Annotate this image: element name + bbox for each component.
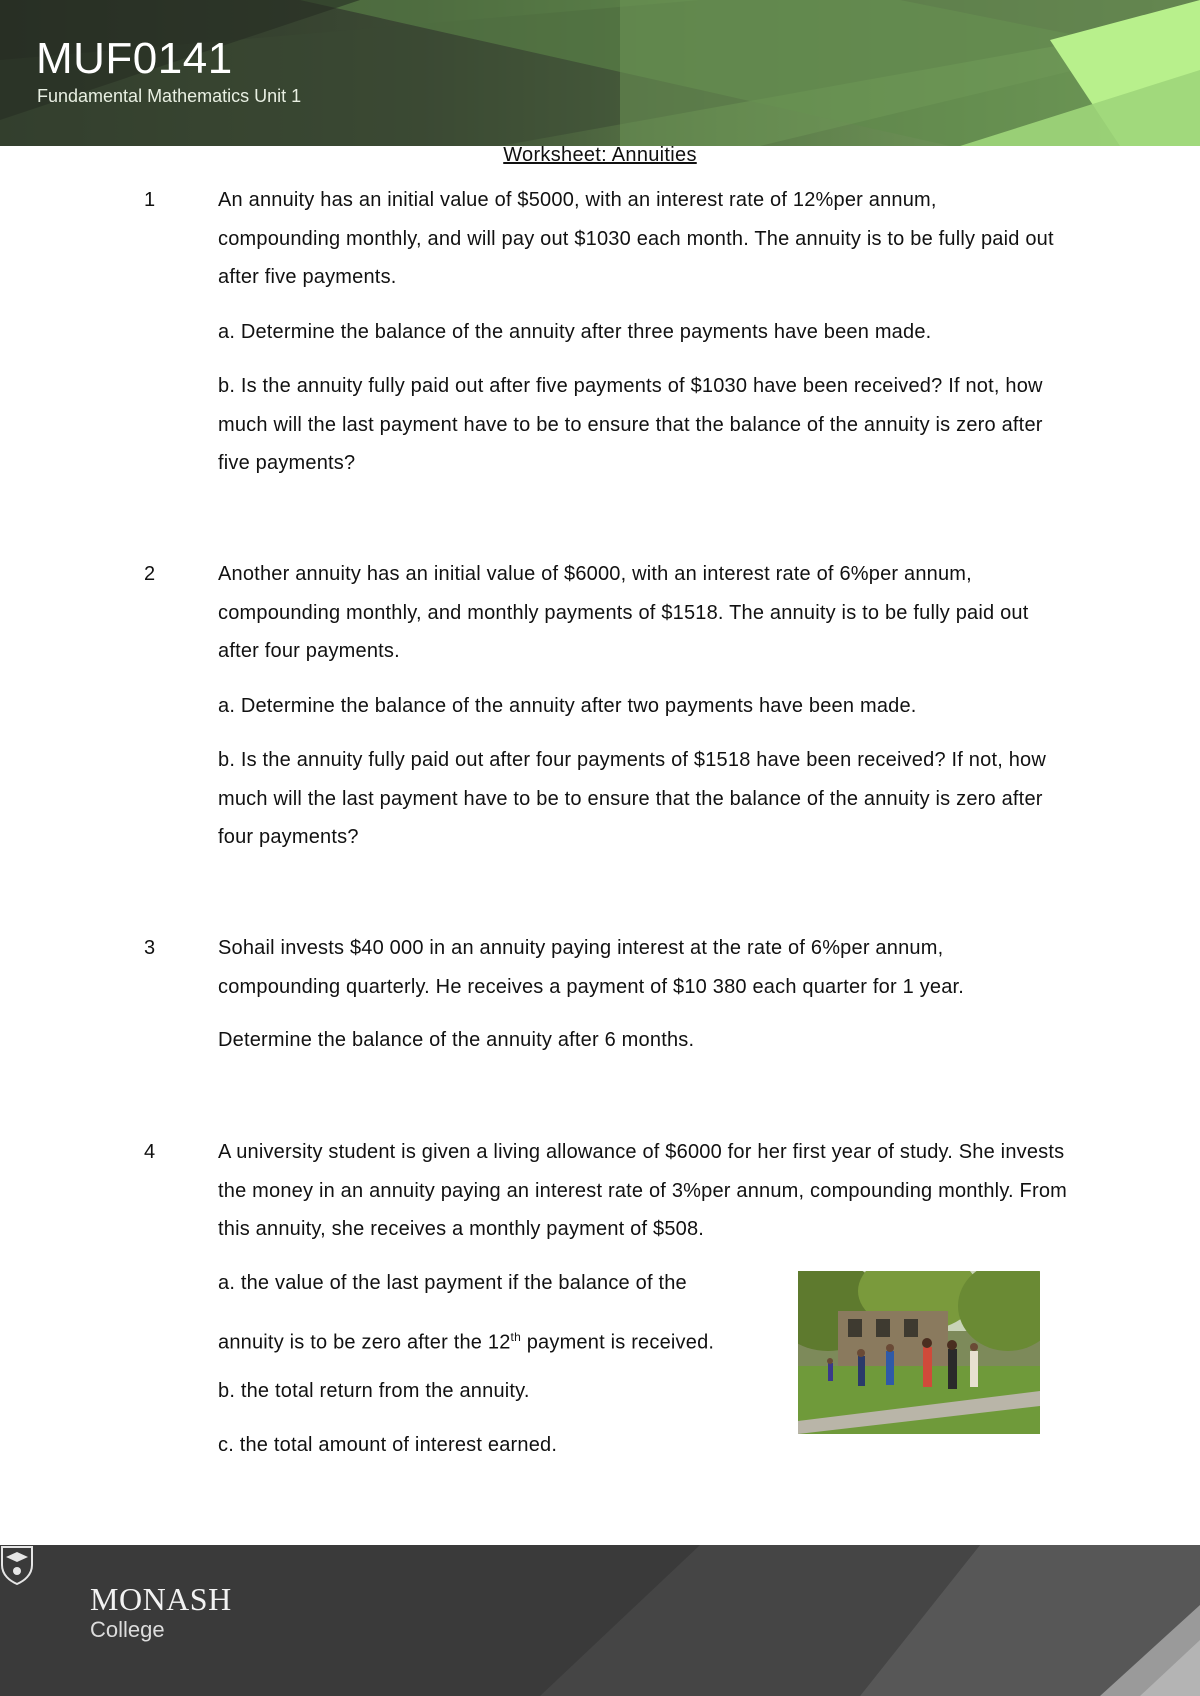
- question-part: Determine the balance of the annuity after 6 months.: [218, 1029, 695, 1051]
- logo-wordmark: MONASH: [90, 1581, 232, 1617]
- question-number: 1: [144, 189, 156, 211]
- course-name: Fundamental Mathematics Unit 1: [37, 86, 302, 106]
- question-stem: A university student is given a living allowance of $6000 for her first year of study. She invests the money in an annuity paying an interest rate of 3%per annum, compounding monthly. From this annuity, she receives a monthly payment of $508.: [218, 1141, 1068, 1240]
- question-part: b. Is the annuity fully paid out after four payments of $1518 have been received? If not, how much will the last payment have to be to ensure that the balance of the annuity is zero after four payments?: [218, 749, 1047, 848]
- header-banner: [0, 0, 1200, 146]
- question-part: [218, 1318, 778, 1362]
- question-stem: Sohail invests $40 000 in an annuity paying interest at the rate of 6%per annum, compounding quarterly. He receives a payment of $10 380 each quarter for 1 year.: [218, 937, 965, 998]
- question-stem: An annuity has an initial value of $5000, with an interest rate of 12%per annum, compounding monthly, and will pay out $1030 each month. The annuity is to be fully paid out after five payments.: [218, 189, 1054, 288]
- question-part: b. the total return from the annuity.: [218, 1380, 530, 1402]
- worksheet-title: Worksheet: Annuities: [503, 144, 697, 166]
- superscript: th: [510, 1330, 521, 1344]
- question-part: c. the total amount of interest earned.: [218, 1434, 558, 1456]
- question-part: b. Is the annuity fully paid out after five payments of $1030 have been received? If not, how much will the last payment have to be to ensure that the balance of the annuity is zero after five payments?: [218, 375, 1043, 474]
- students-walking-campus-photo: [798, 1271, 1040, 1434]
- question-number: 2: [144, 563, 156, 585]
- part-text: annuity is to be zero after the 12: [218, 1331, 511, 1354]
- question-stem: Another annuity has an initial value of $6000, with an interest rate of 6%per annum, compounding monthly, and monthly payments of $1518. The annuity is to be fully paid out after four payments.: [218, 563, 1029, 662]
- logo-subtitle: College: [90, 1617, 165, 1642]
- course-code: MUF0141: [36, 34, 233, 83]
- monash-crest-icon: [0, 1545, 34, 1585]
- question-part: a. Determine the balance of the annuity after two payments have been made.: [218, 695, 917, 717]
- footer-banner: [0, 1545, 1200, 1696]
- question-part: a. Determine the balance of the annuity after three payments have been made.: [218, 321, 932, 343]
- question-number: 4: [144, 1141, 156, 1163]
- footer-background: [0, 1545, 1200, 1696]
- question-number: 3: [144, 937, 156, 959]
- part-text-suffix: payment is received.: [520, 1331, 715, 1354]
- question-part: a. the value of the last payment if the balance of the: [218, 1272, 687, 1294]
